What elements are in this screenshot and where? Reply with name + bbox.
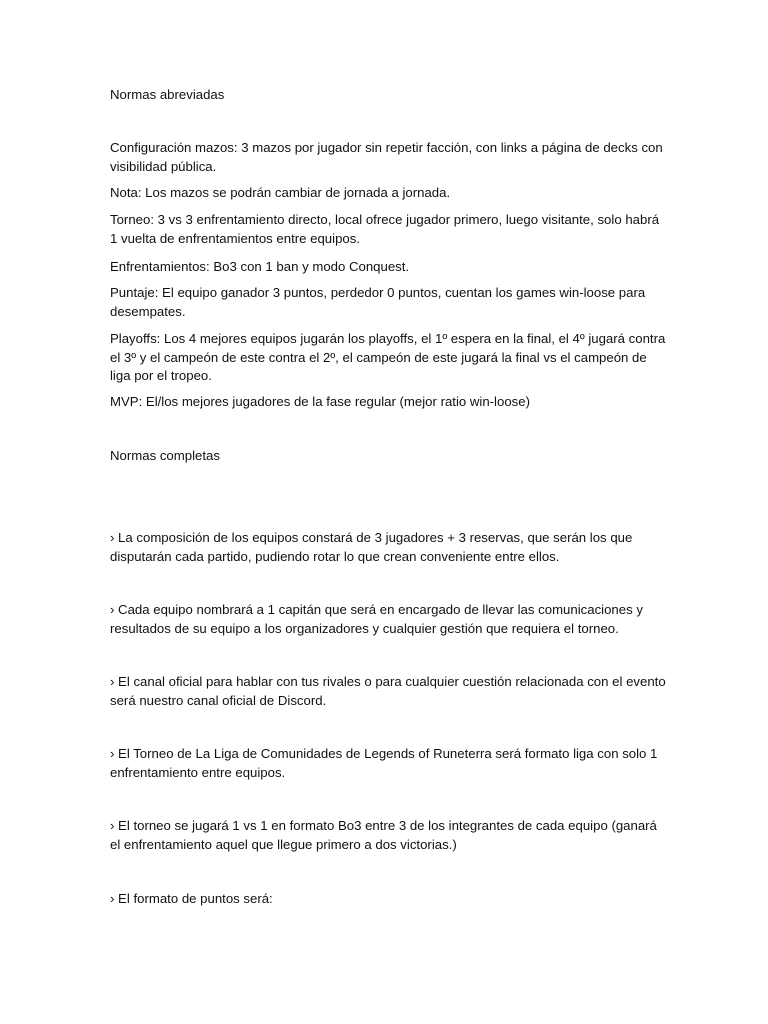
heading-normas-abreviadas: Normas abreviadas [110, 87, 225, 102]
full-rule-formato-puntos: › El formato de puntos será: [110, 891, 273, 906]
rule-puntaje: Puntaje: El equipo ganador 3 puntos, perdedor 0 puntos, cuentan los games win-loose para desempates. [110, 285, 646, 319]
rule-nota: Nota: Los mazos se podrán cambiar de jornada a jornada. [110, 185, 451, 200]
full-rule-composicion: › La composición de los equipos constará de 3 jugadores + 3 reservas, que serán los que disputarán cada partido, pudiendo rotar lo que crean conveniente entre ellos. [110, 530, 633, 564]
rule-torneo: Torneo: 3 vs 3 enfrentamiento directo, local ofrece jugador primero, luego visitante, solo habrá 1 vuelta de enfrentamientos entre equipos. [110, 212, 660, 246]
full-rule-formato-liga: › El Torneo de La Liga de Comunidades de Legends of Runeterra será formato liga con solo 1 enfrentamiento entre equipos. [110, 746, 658, 780]
full-rule-formato-bo3: › El torneo se jugará 1 vs 1 en formato Bo3 entre 3 de los integrantes de cada equipo (ganará el enfrentamiento aquel que llegue primero a dos victorias.) [110, 818, 657, 852]
rule-configuracion-mazos: Configuración mazos: 3 mazos por jugador sin repetir facción, con links a página de decks con visibilidad pública. [110, 140, 663, 174]
full-rule-canal-oficial: › El canal oficial para hablar con tus rivales o para cualquier cuestión relacionada con el evento será nuestro canal oficial de Discord. [110, 674, 666, 708]
rule-enfrentamientos: Enfrentamientos: Bo3 con 1 ban y modo Conquest. [110, 259, 410, 274]
rule-mvp: MVP: El/los mejores jugadores de la fase regular (mejor ratio win-loose) [110, 394, 530, 409]
heading-normas-completas: Normas completas [110, 448, 220, 463]
full-rule-capitan: › Cada equipo nombrará a 1 capitán que será en encargado de llevar las comunicaciones y resultados de su equipo a los organizadores y cualquier gestión que requiera el torneo. [110, 602, 643, 636]
rule-playoffs: Playoffs: Los 4 mejores equipos jugarán los playoffs, el 1º espera en la final, el 4º jugará contra el 3º y el campeón de este contra el 2º, el campeón de este jugará la final vs el campeón de liga por el tropeo. [110, 331, 666, 383]
